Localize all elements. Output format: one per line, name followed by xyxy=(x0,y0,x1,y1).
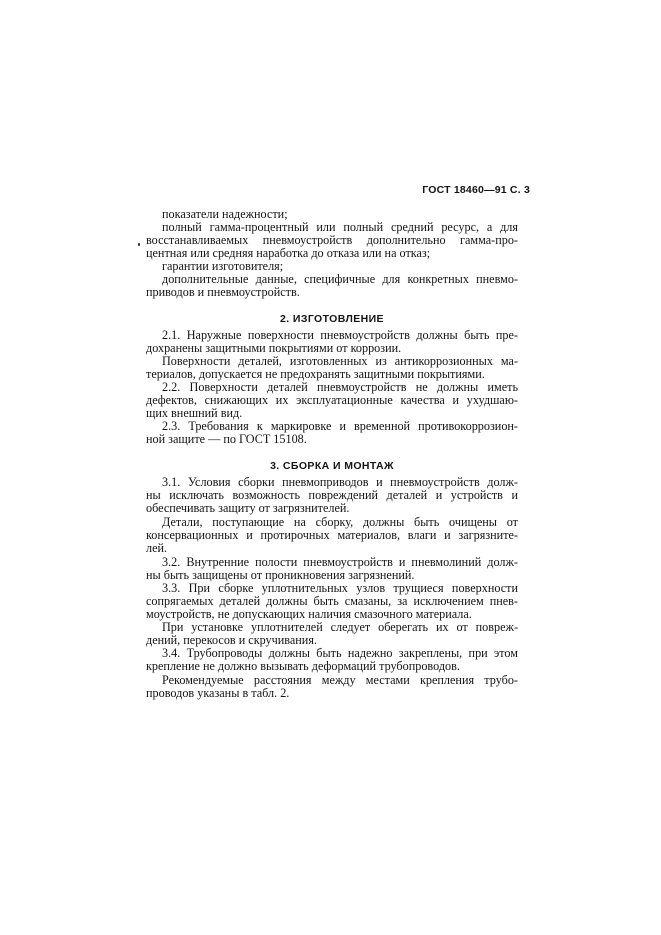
text-line: териалов, допускается не предохранять защитными покрытиями. xyxy=(146,367,485,381)
paragraph-3-1-b xyxy=(146,516,518,555)
scan-speck xyxy=(138,243,140,246)
text-line: ны исключать возможность повреждений деталей и устройств и xyxy=(146,488,518,502)
document-body xyxy=(146,208,518,700)
paragraph-2-1-b xyxy=(146,355,518,381)
section-3-title: 3. СБОРКА И МОНТАЖ xyxy=(270,460,394,472)
text-line: Детали, поступающие на сборку, должны быть очищены от xyxy=(162,515,518,529)
paragraph-2-1 xyxy=(146,329,518,355)
text-line: ной защите — по ГОСТ 15108. xyxy=(146,432,307,446)
paragraph-2-2 xyxy=(146,381,518,420)
paragraph-3-2 xyxy=(146,556,518,582)
intro-block xyxy=(146,208,518,299)
section-2-title: 2. ИЗГОТОВЛЕНИЕ xyxy=(280,313,384,325)
text-line: лей. xyxy=(146,541,168,555)
intro-line: гарантии изготовителя; xyxy=(162,259,284,273)
section-3-body xyxy=(146,476,518,700)
paragraph-3-3-b xyxy=(146,621,518,647)
text-line: сопрягаемых деталей должны быть смазаны, за исключением пнев- xyxy=(146,594,518,608)
text-line: 2.2. Поверхности деталей пневмоустройств не должны иметь xyxy=(162,380,518,394)
text-line: крепление не должно вызывать деформаций трубопроводов. xyxy=(146,659,460,673)
text-line: Поверхности деталей, изготовленных из антикоррозионных ма- xyxy=(162,354,518,368)
section-2-body xyxy=(146,329,518,446)
text-line: 3.2. Внутренние полости пневмоустройств и пневмолиний долж- xyxy=(162,555,518,569)
text-line: обеспечивать защиту от загрязнителей. xyxy=(146,501,350,515)
paragraph-3-3 xyxy=(146,582,518,621)
intro-line: показатели надежности; xyxy=(162,207,288,221)
text-line: консервационных и протирочных материалов, влаги и загрязните- xyxy=(146,528,518,542)
text-line: Рекомендуемые расстояния между местами крепления трубо- xyxy=(162,673,518,687)
text-line: дохранены защитными покрытиями от коррозии. xyxy=(146,341,402,355)
paragraph-3-4 xyxy=(146,647,518,673)
paragraph-3-1 xyxy=(146,476,518,515)
text-line: дений, перекосов и скручивания. xyxy=(146,633,317,647)
text-line: моустройств, не допускающих наличия смазочного материала. xyxy=(146,607,472,621)
intro-line: полный гамма-процентный или полный средний ресурс, а для xyxy=(162,220,518,234)
text-line: дефектов, снижающих их эксплуатационные качества и ухудшаю- xyxy=(146,393,518,407)
page-header: ГОСТ 18460—91 С. 3 xyxy=(422,184,530,196)
text-line: 2.3. Требования к маркировке и временной противокоррозион- xyxy=(162,419,518,433)
text-line: ны быть защищены от проникновения загрязнений. xyxy=(146,568,415,582)
text-line: 3.4. Трубопроводы должны быть надежно закреплены, при этом xyxy=(162,646,518,660)
intro-line: восстанавливаемых пневмоустройств дополнительно гамма-про- xyxy=(146,233,518,247)
text-line: щих внешний вид. xyxy=(146,406,243,420)
text-line: 3.1. Условия сборки пневмоприводов и пневмоустройств долж- xyxy=(162,475,518,489)
paragraph-3-4-b xyxy=(146,674,518,700)
text-line: При установке уплотнителей следует оберегать их от повреж- xyxy=(162,620,518,634)
paragraph-2-3 xyxy=(146,420,518,446)
text-line: проводов указаны в табл. 2. xyxy=(146,686,290,700)
text-line: 3.3. При сборке уплотнительных узлов трущиеся поверхности xyxy=(162,581,518,595)
intro-line: центная или средняя наработка до отказа или на отказ; xyxy=(146,246,431,260)
intro-line: дополнительные данные, специфичные для конкретных пневмо- xyxy=(162,272,518,286)
text-line: 2.1. Наружные поверхности пневмоустройств должны быть пре- xyxy=(162,328,518,342)
intro-line: приводов и пневмоустройств. xyxy=(146,285,300,299)
